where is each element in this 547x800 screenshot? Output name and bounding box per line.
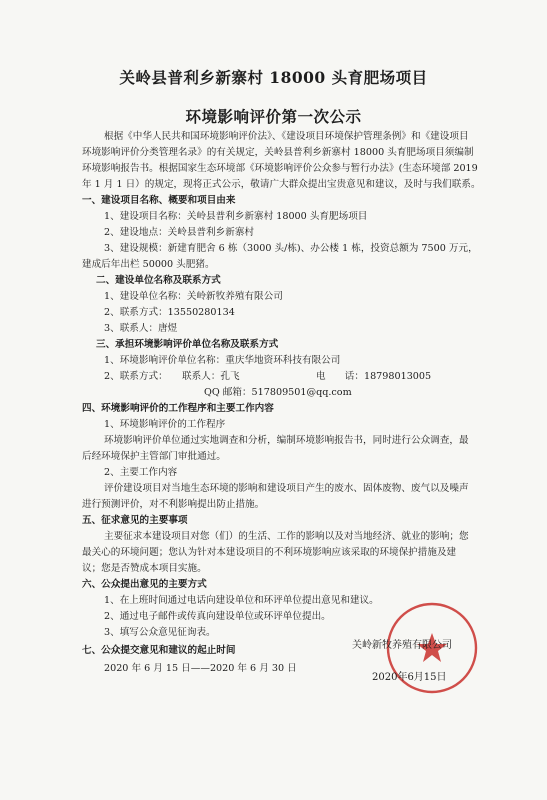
section-line: 3、联系人：唐煜 (104, 323, 178, 334)
section-heading: 三、承担环境影响评价单位名称及联系方式 (96, 339, 279, 350)
section-heading: 一、建设项目名称、概要和项目由来 (82, 195, 236, 206)
section-heading: 四、环境影响评价的工作程序和主要工作内容 (82, 403, 274, 414)
section-line: 环境影响评价单位通过实地调查和分析，编制环境影响报告书，同时进行公众调查，最 (104, 435, 469, 446)
section-line: 1、建设单位名称：关岭新牧养殖有限公司 (104, 291, 283, 302)
intro-line: 年 1 月 1 日）的规定，现将正式公示，敬请广大群众提出宝贵意见和建议，及时与我们联系。 (82, 179, 481, 190)
section-line: 议；您是否赞成本项目实施。 (82, 563, 207, 574)
section-line: 1、环境影响评价的工作程序 (104, 419, 226, 430)
intro-line: 根据《中华人民共和国环境影响评价法》、《建设项目环境保护管理条例》和《建设项目 (104, 131, 469, 142)
page-subtitle: 环境影响评价第一次公示 (185, 107, 362, 126)
section-line: 进行预测评价，对不利影响提出防止措施。 (82, 499, 265, 510)
section-line: 3、填写公众意见征询表。 (104, 627, 216, 638)
section-line: 主要征求本建设项目对您（们）的生活、工作的影响以及对当地经济、就业的影响；您 (104, 531, 469, 542)
section-heading: 五、征求意见的主要事项 (82, 515, 188, 526)
signature-company: 关岭新牧养殖有限公司 (352, 640, 452, 651)
section-line: 评价建设项目对当地生态环境的影响和建设项目产生的废水、固体废物、废气以及噪声 (104, 483, 469, 494)
section-line: 1、环境影响评价单位名称：重庆华地资环科技有限公司 (104, 355, 341, 366)
section-line: 2020 年 6 月 15 日——2020 年 6 月 30 日 (104, 663, 297, 674)
section-heading: 七、公众提交意见和建议的起止时间 (82, 645, 236, 656)
section-line: 3、建设规模：新建育肥舍 6 栋（3000 头/栋)、办公楼 1 栋，投资总额为 7500 万元， (104, 243, 478, 254)
page-title: 关岭县普利乡新寨村 18000 头育肥场项目 (119, 68, 428, 87)
section-line: 2、联系方式： 联系人：孔飞 (104, 371, 240, 382)
section-line: 2、建设地点：关岭县普利乡新寨村 (104, 227, 255, 238)
section-line: 1、建设项目名称：关岭县普利乡新寨村 18000 头育肥场项目 (104, 211, 368, 222)
section-line: 后经环境保护主管部门审批通过。 (82, 451, 226, 462)
section-line: 1、在上班时间通过电话向建设单位和环评单位提出意见和建议。 (104, 595, 379, 606)
section-heading: 六、公众提出意见的主要方式 (82, 579, 207, 590)
intro-line: 环境影响评价分类管理名录》的有关规定，关岭县普利乡新寨村 18000 头育肥场项目须编制 (82, 147, 474, 158)
section-heading: 二、建设单位名称及联系方式 (96, 275, 221, 286)
section-line: 2、主要工作内容 (104, 467, 178, 478)
section-line: 建成后年出栏 50000 头肥猪。 (82, 259, 215, 270)
section-line: QQ 邮箱：517809501@qq.com (204, 387, 352, 398)
section-line: 电 话：18798013005 (316, 371, 432, 382)
section-line: 2、通过电子邮件或传真向建设单位或环评单位提出。 (104, 611, 331, 622)
section-line: 最关心的环境问题；您认为针对本建设项目的不利环境影响应该采取的环境保护措施及建 (82, 547, 457, 558)
section-line: 2、联系方式：13550280134 (104, 307, 235, 318)
signature-date: 2020年6月15日 (372, 672, 447, 683)
intro-line: 环境影响报告书。根据国家生态环境部《环境影响评价公众参与暂行办法》(生态环境部 2019 (82, 163, 478, 174)
